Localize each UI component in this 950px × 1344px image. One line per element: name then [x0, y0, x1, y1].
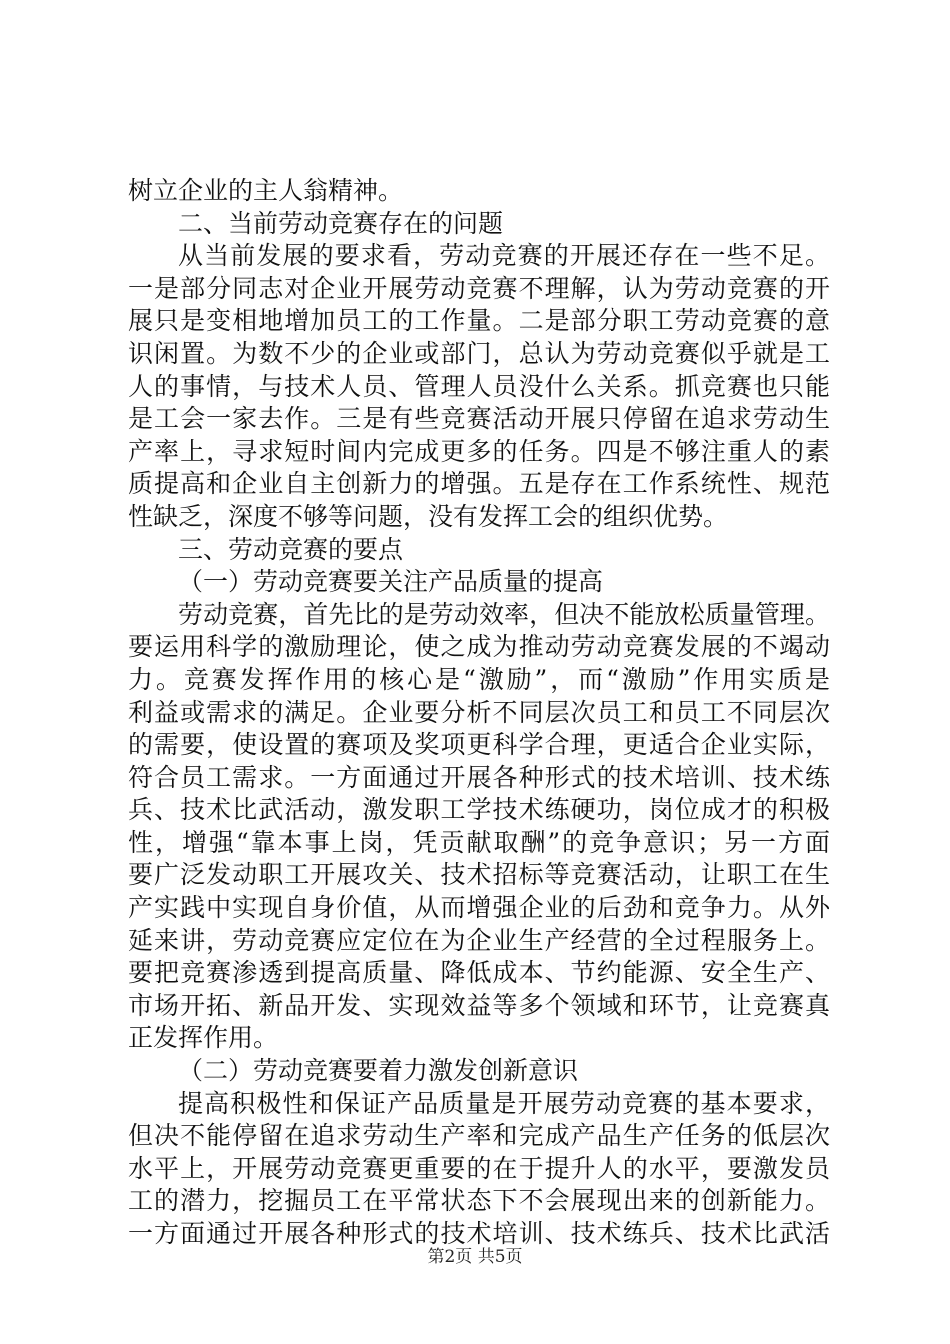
text-line: 工的潜力，挖掘员工在平常状态下不会展现出来的创新能力。 — [128, 1186, 830, 1216]
text-line: 利益或需求的满足。企业要分析不同层次员工和员工不同层次 — [128, 697, 830, 727]
text-line: 一方面通过开展各种形式的技术培训、技术练兵、技术比武活 — [128, 1219, 830, 1248]
text-line: 展只是变相地增加员工的工作量。二是部分职工劳动竞赛的意 — [128, 306, 830, 336]
text-line: 要广泛发动职工开展攻关、技术招标等竞赛活动，让职工在生 — [128, 860, 830, 890]
text-line: 产率上，寻求短时间内完成更多的任务。四是不够注重人的素 — [128, 436, 830, 466]
text-line: 市场开拓、新品开发、实现效益等多个领域和环节，让竞赛真 — [128, 990, 830, 1020]
text-line: 树立企业的主人翁精神。 — [128, 176, 404, 205]
text-line: 提高积极性和保证产品质量是开展劳动竞赛的基本要求， — [178, 1088, 830, 1118]
text-line: 的需要，使设置的赛项及奖项更科学合理，更适合企业实际， — [128, 730, 830, 760]
text-line: 要把竞赛渗透到提高质量、降低成本、节约能源、安全生产、 — [128, 958, 830, 988]
document-body — [128, 175, 830, 1251]
text-line: 符合员工需求。一方面通过开展各种形式的技术培训、技术练 — [128, 762, 830, 792]
text-line: 但决不能停留在追求劳动生产率和完成产品生产任务的低层次 — [128, 1121, 830, 1151]
text-line: 从当前发展的要求看，劳动竞赛的开展还存在一些不足。 — [178, 241, 830, 271]
text-line: 性，增强“靠本事上岗，凭贡献取酬”的竞争意识；另一方面 — [128, 827, 830, 857]
text-line: 兵、技术比武活动，激发职工学技术练硬功，岗位成才的积极 — [128, 795, 830, 825]
text-line: （二）劳动竞赛要着力激发创新意识 — [178, 1056, 579, 1086]
text-line: 是工会一家去作。三是有些竞赛活动开展只停留在追求劳动生 — [128, 404, 830, 434]
text-line: 延来讲，劳动竞赛应定位在为企业生产经营的全过程服务上。 — [128, 925, 830, 955]
text-line: 劳动竞赛，首先比的是劳动效率，但决不能放松质量管理。 — [178, 599, 830, 629]
text-line: 人的事情，与技术人员、管理人员没什么关系。抓竞赛也只能 — [128, 371, 830, 401]
text-line: 力。竞赛发挥作用的核心是“激励”，而“激励”作用实质是 — [128, 664, 830, 694]
page-footer: 第2页 共5页 — [427, 1247, 523, 1267]
text-line: 正发挥作用。 — [128, 1023, 279, 1053]
text-line: 水平上，开展劳动竞赛更重要的在于提升人的水平，要激发员 — [128, 1153, 830, 1183]
text-line: （一）劳动竞赛要关注产品质量的提高 — [178, 567, 604, 597]
text-line: 要运用科学的激励理论，使之成为推动劳动竞赛发展的不竭动 — [128, 632, 830, 662]
text-line: 质提高和企业自主创新力的增强。五是存在工作系统性、规范 — [128, 469, 830, 499]
text-line: 性缺乏，深度不够等问题，没有发挥工会的组织优势。 — [128, 501, 729, 531]
text-line: 三、劳动竞赛的要点 — [178, 534, 404, 564]
text-line: 识闲置。为数不少的企业或部门，总认为劳动竞赛似乎就是工 — [128, 338, 830, 368]
text-line: 一是部分同志对企业开展劳动竞赛不理解，认为劳动竞赛的开 — [128, 273, 830, 303]
text-line: 二、当前劳动竞赛存在的问题 — [178, 208, 504, 238]
text-line: 产实践中实现自身价值，从而增强企业的后劲和竞争力。从外 — [128, 893, 830, 923]
